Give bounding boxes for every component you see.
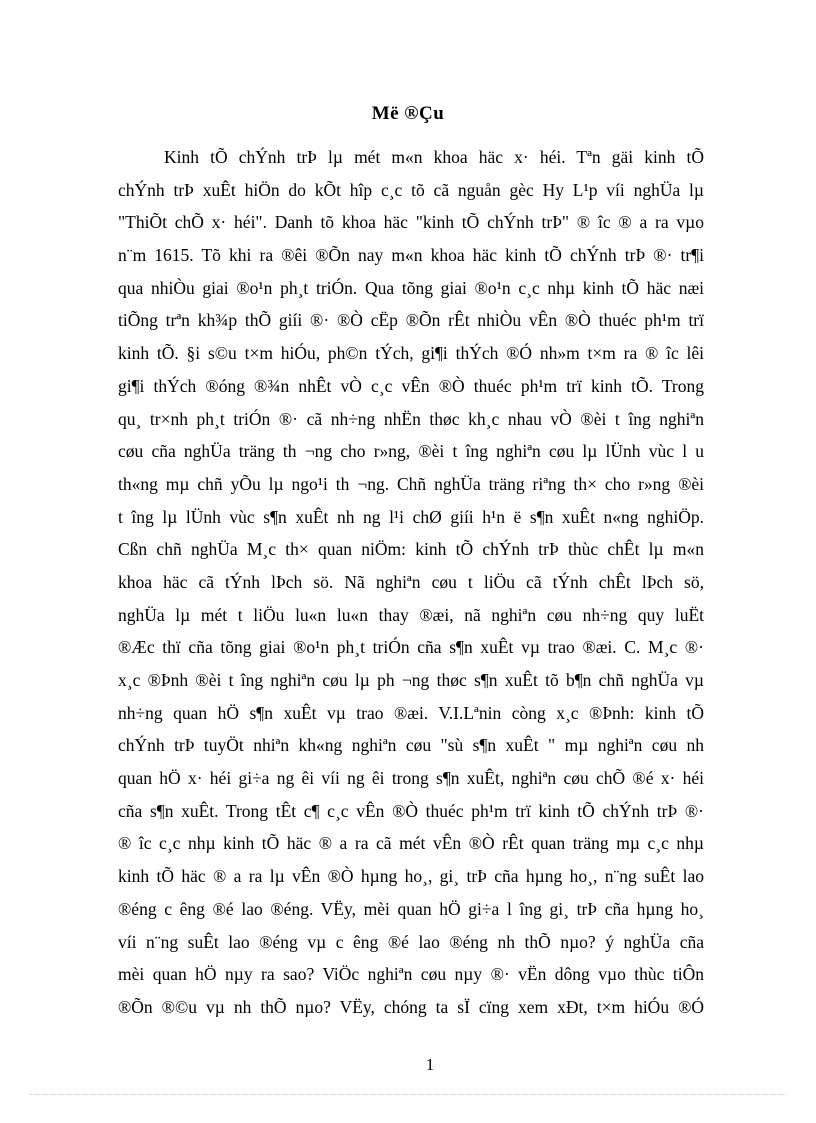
text-line: kinh tÕ häc ® a ra lµ vÊn ®Ò hµng ho¸, gi¸ trÞ cña hµng ho¸, n¨ng suÊt lao [118,866,704,887]
text-line: chÝnh trÞ tuyÖt nhiªn kh«ng nghiªn cøu "sù s¶n xuÊt " mµ nghiªn cøu nh [118,735,704,756]
text-line: kinh tÕ. §i s©u t×m hiÓu, ph©n tÝch, gi¶i thÝch ®Ó nh»m t×m ra ® îc lêi [118,343,704,364]
text-line: cøu cña nghÜa träng th ¬ng cho r»ng, ®èi t îng nghiªn cøu lµ lÜnh vùc l u [118,441,704,462]
text-line: "ThiÕt chÕ x· héi". Danh tõ khoa häc "kinh tÕ chÝnh trÞ" ® îc ® a ra vµo [118,212,704,233]
text-line: gi¶i thÝch ®óng ®¾n nhÊt vÒ c¸c vÊn ®Ò thuéc ph¹m trï kinh tÕ. Trong [118,375,704,396]
text-line: chÝnh trÞ xuÊt hiÖn do kÕt hîp c¸c tõ cã nguån gèc Hy L¹p víi nghÜa lµ [118,179,704,200]
text-line: khoa häc cã tÝnh lÞch sö. Nã nghiªn cøu t liÖu cã tÝnh chÊt lÞch sö, [118,571,704,592]
page-title: Më ®Çu [371,103,445,124]
text-line: cña s¶n xuÊt. Trong tÊt c¶ c¸c vÊn ®Ò thuéc ph¹m trï kinh tÕ chÝnh trÞ ®· [118,800,704,821]
text-line: ®Æc thï cña tõng giai ®o¹n ph¸t triÓn cña s¶n xuÊt vµ trao ®æi. C. M¸c ®· [118,637,704,658]
text-line: quan hÖ x· héi gi÷a ng êi víi ng êi trong s¶n xuÊt, nghiªn cøu chÕ ®é x· héi [118,768,704,789]
text-line: nh÷ng quan hÖ s¶n xuÊt vµ trao ®æi. V.I.Lªnin còng x¸c ®Þnh: kinh tÕ [118,702,704,723]
text-line: ®éng c êng ®é lao ®éng. VËy, mèi quan hÖ gi÷a l îng gi¸ trÞ cña hµng ho¸ [118,898,704,919]
text-line: víi n¨ng suÊt lao ®éng vµ c êng ®é lao ®éng nh thÕ nµo? ý nghÜa cña [118,931,704,952]
text-line: n¨m 1615. Tõ khi ra ®êi ®Õn nay m«n khoa häc kinh tÕ chÝnh trÞ ®· tr¶i [118,245,704,266]
text-line: nghÜa lµ mét t liÖu lu«n lu«n thay ®æi, nã nghiªn cøu nh÷ng quy luËt [118,604,704,625]
text-line: qua nhiÒu giai ®o¹n ph¸t triÓn. Qua tõng giai ®o¹n c¸c nhµ kinh tÕ häc næi [118,277,704,298]
text-line: ® îc c¸c nhµ kinh tÕ häc ® a ra cã mét vÊn ®Ò rÊt quan träng mµ c¸c nhµ [118,833,704,854]
text-line: th«ng mµ chñ yÕu lµ ngo¹i th ¬ng. Chñ nghÜa träng riªng th× cho r»ng ®èi [118,473,704,494]
text-line: tiÕng trªn kh¾p thÕ giíi ®· ®Ò cËp ®Õn rÊt nhiÒu vÊn ®Ò thuéc ph¹m trï [118,310,704,331]
page-number: 1 [425,1055,435,1074]
text-line: mèi quan hÖ nµy ra sao? ViÖc nghiªn cøu nµy ®· vËn dông vµo thùc tiÔn [118,964,704,985]
body-paragraph [118,141,704,1024]
text-line: t îng lµ lÜnh vùc s¶n xuÊt nh ng l¹i chØ giíi h¹n ë s¶n xuÊt n«ng nghiÖp. [118,506,704,527]
text-line: Kinh tÕ chÝnh trÞ lµ mét m«n khoa häc x· héi. Tªn gäi kinh tÕ [164,147,704,167]
text-line: ®Õn ®©u vµ nh thÕ nµo? VËy, chóng ta sÏ cïng xem xÐt, t×m hiÓu ®Ó [118,996,704,1017]
page-bottom-divider [30,1094,786,1095]
text-line: qu¸ tr×nh ph¸t triÓn ®· cã nh÷ng nhËn thøc kh¸c nhau vÒ ®èi t îng nghiªn [118,408,704,429]
text-line: x¸c ®Þnh ®èi t îng nghiªn cøu lµ ph ¬ng thøc s¶n xuÊt tõ b¶n chñ nghÜa vµ [118,670,704,690]
text-line: Cßn chñ nghÜa M¸c th× quan niÖm: kinh tÕ chÝnh trÞ thùc chÊt lµ m«n [118,539,704,560]
